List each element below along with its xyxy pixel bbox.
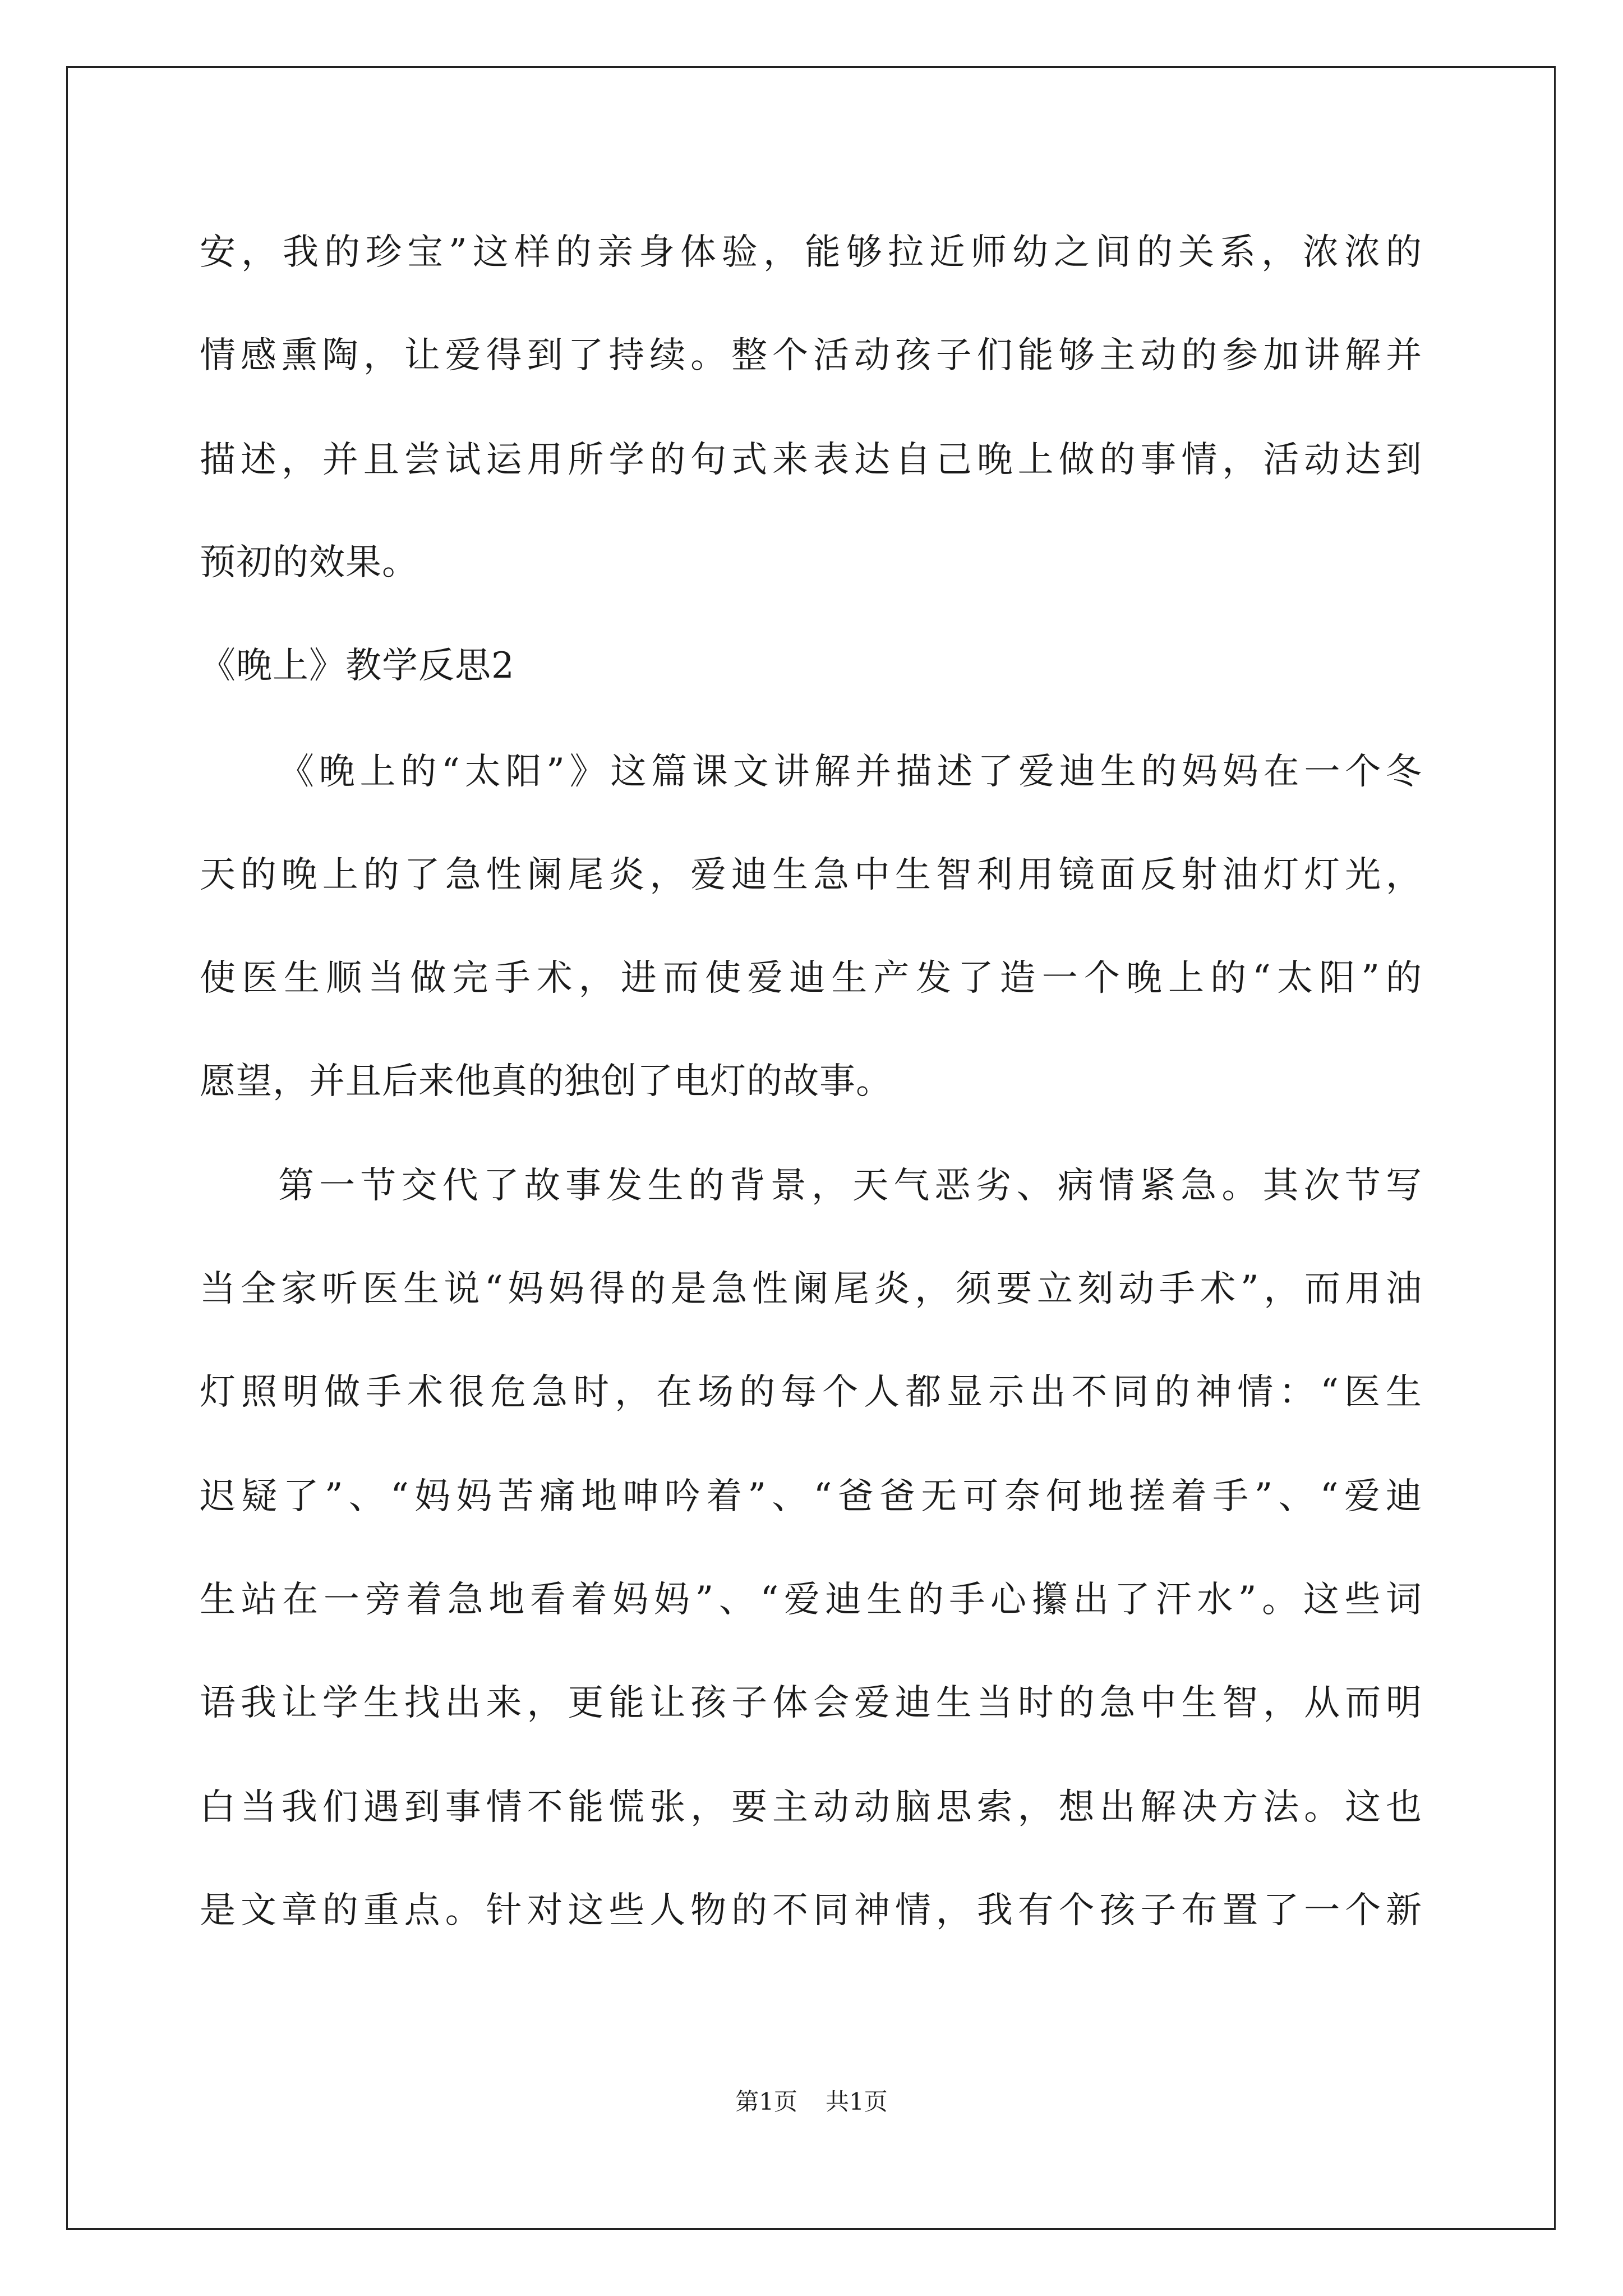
paragraph-line-13: 迟疑了”、“妈妈苦痛地呻吟着”、“爸爸无可奈何地搓着手”、“爱迪: [200, 1476, 1422, 1517]
paragraph-line-4: 预初的效果。: [200, 542, 418, 583]
paragraph-line-12: 灯照明做手术很危急时，在场的每个人都显示出不同的神情：“医生: [200, 1372, 1422, 1413]
paragraph-line-3: 描述，并且尝试运用所学的句式来表达自己晚上做的事情，活动达到: [200, 439, 1422, 481]
paragraph-line-8: 使医生顺当做完手术，进而使爱迪生产发了造一个晚上的“太阳”的: [200, 958, 1422, 999]
paragraph-line-2: 情感熏陶，让爱得到了持续。整个活动孩子们能够主动的参加讲解并: [200, 335, 1422, 376]
page-number-current: 第1页: [735, 2088, 797, 2115]
paragraph-line-6: 《晚上的“太阳”》这篇课文讲解并描述了爱迪生的妈妈在一个冬: [278, 751, 1422, 793]
page-number-total: 共1页: [826, 2088, 888, 2115]
paragraph-line-17: 是文章的重点。针对这些人物的不同神情，我有个孩子布置了一个新: [200, 1890, 1422, 1931]
section-heading: 《晚上》教学反思2: [200, 645, 515, 687]
paragraph-line-9: 愿望，并且后来他真的独创了电灯的故事。: [200, 1061, 892, 1102]
paragraph-line-14: 生站在一旁着急地看着妈妈”、“爱迪生的手心攥出了汗水”。这些词: [200, 1579, 1422, 1621]
paragraph-line-10: 第一节交代了故事发生的背景，天气恶劣、病情紧急。其次节写: [278, 1165, 1422, 1207]
paragraph-line-16: 白当我们遇到事情不能慌张，要主动动脑思索，想出解决方法。这也: [200, 1787, 1422, 1828]
paragraph-line-15: 语我让学生找出来，更能让孩子体会爱迪生当时的急中生智，从而明: [200, 1682, 1422, 1724]
paragraph-line-11: 当全家听医生说“妈妈得的是急性阑尾炎，须要立刻动手术”，而用油: [200, 1268, 1422, 1310]
paragraph-line-7: 天的晚上的了急性阑尾炎，爱迪生急中生智利用镜面反射油灯灯光，: [200, 854, 1422, 896]
paragraph-line-1: 安，我的珍宝”这样的亲身体验，能够拉近师幼之间的关系，浓浓的: [200, 232, 1422, 273]
page-footer: [0, 2088, 1623, 2116]
